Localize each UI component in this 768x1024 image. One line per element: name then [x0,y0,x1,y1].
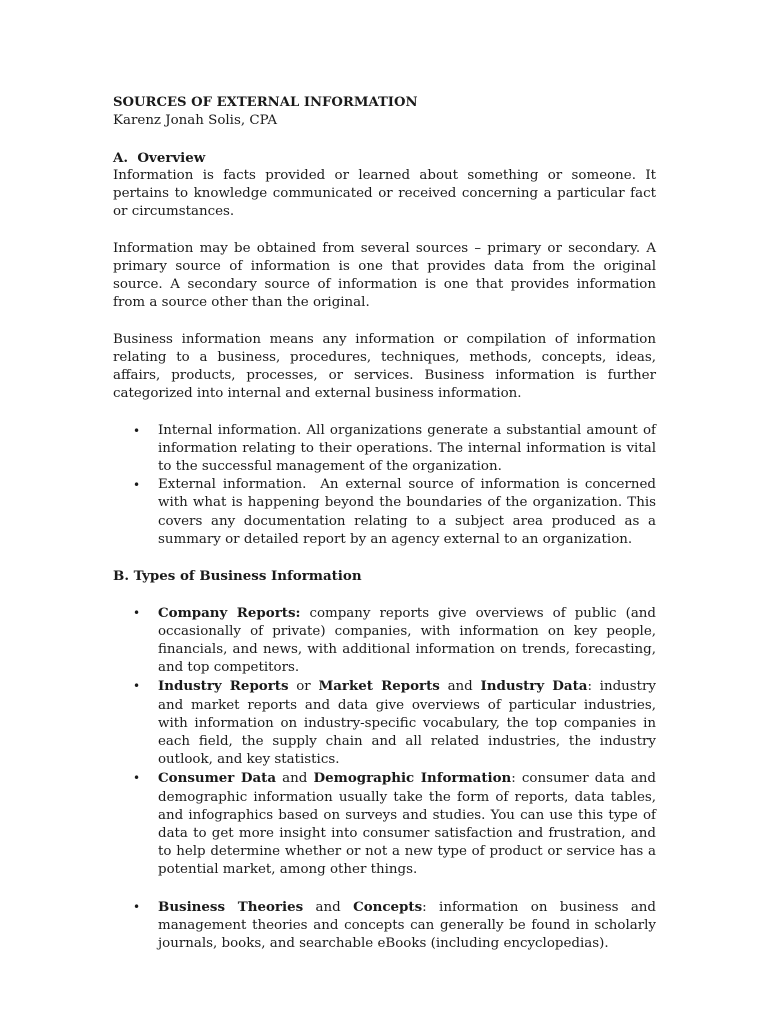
list-item-external [113,476,656,549]
term-demographic-information: Demographic Information [313,770,512,787]
section-a-heading: A. Overview [113,149,206,166]
list-item-text: : consumer data and demographic information usually take the form of reports, data tables, and infographics based on surveys and studies. You can use this type of data to get more insight into consumer satisfaction and frustration, and to help determine whether or not a new type of product or service has a potential market, among other things. [158,771,657,878]
bullet-icon: • [133,899,141,914]
list-item-internal [113,422,656,477]
term-business-theories: Business Theories [158,898,304,915]
list-item-text: : information on business and management theories and concepts can generally be found in scholarly journals, books, and searchable eBooks (including encyclopedias). [158,899,656,952]
list-item-text: External information. An external source of information is concerned with what is happening beyond the boundaries of the organization. This covers any documentation relating to a subject area produced as a summary or detailed report by an agency external to an organization. [158,477,656,547]
business-information-types-list [113,604,656,954]
document-header [113,94,656,130]
list-item-business-theories [113,898,656,954]
information-type-list [113,422,656,549]
term-industry-reports: Industry Reports [158,678,289,695]
bullet-icon: • [133,679,141,694]
bullet-icon: • [133,605,141,620]
connector-text: and [439,679,481,695]
overview-paragraph-3: Business information means any information or compilation of information relating to a business, procedures, techniques, methods, concepts, ideas, affairs, products, processes, or services. Business information is further categorized into internal and external business information. [113,331,656,402]
connector-text: and [303,899,354,915]
overview-paragraph-1: Information is facts provided or learned about something or someone. It pertains to knowledge communicated or received concerning a particular fact or circumstances. [113,167,656,220]
bullet-icon: • [133,423,141,438]
document-title: SOURCES OF EXTERNAL INFORMATION [113,95,418,110]
term-market-reports: Market Reports [318,678,440,695]
bullet-icon: • [133,771,141,786]
connector-text: or [288,679,319,695]
list-item-text: Internal information. All organizations generate a substantial amount of information relating to their operations. The internal information is vital to the successful management of the organization. [158,422,656,474]
term-industry-data: Industry Data [480,678,588,695]
list-item-consumer-data [113,769,656,879]
section-b-heading: B. Types of Business Information [113,568,362,585]
bullet-icon: • [133,478,141,493]
term-consumer-data: Consumer Data [158,770,277,787]
term-concepts: Concepts [353,898,423,915]
document-author: Karenz Jonah Solis, CPA [113,113,278,129]
list-item-text: : industry and market reports and data give overviews of particular industries, with information on industry-specific vocabulary, the top companies in each field, the supply chain and all related industries, the industry outlook, and key statistics. [158,679,656,768]
term-company-reports: Company Reports: [158,604,301,621]
list-item-text: company reports give overviews of public (and occasionally of private) companies, with information on key people, financials, and news, with additional information on trends, forecasting, and top competitors. [158,605,657,676]
overview-paragraph-2: Information may be obtained from several sources – primary or secondary. A primary source of information is one that provides data from the original source. A secondary source of information is one that provides information from a source other than the original. [113,240,656,311]
list-item-company-reports [113,604,656,678]
list-item-industry-reports [113,677,656,769]
connector-text: and [276,771,314,787]
